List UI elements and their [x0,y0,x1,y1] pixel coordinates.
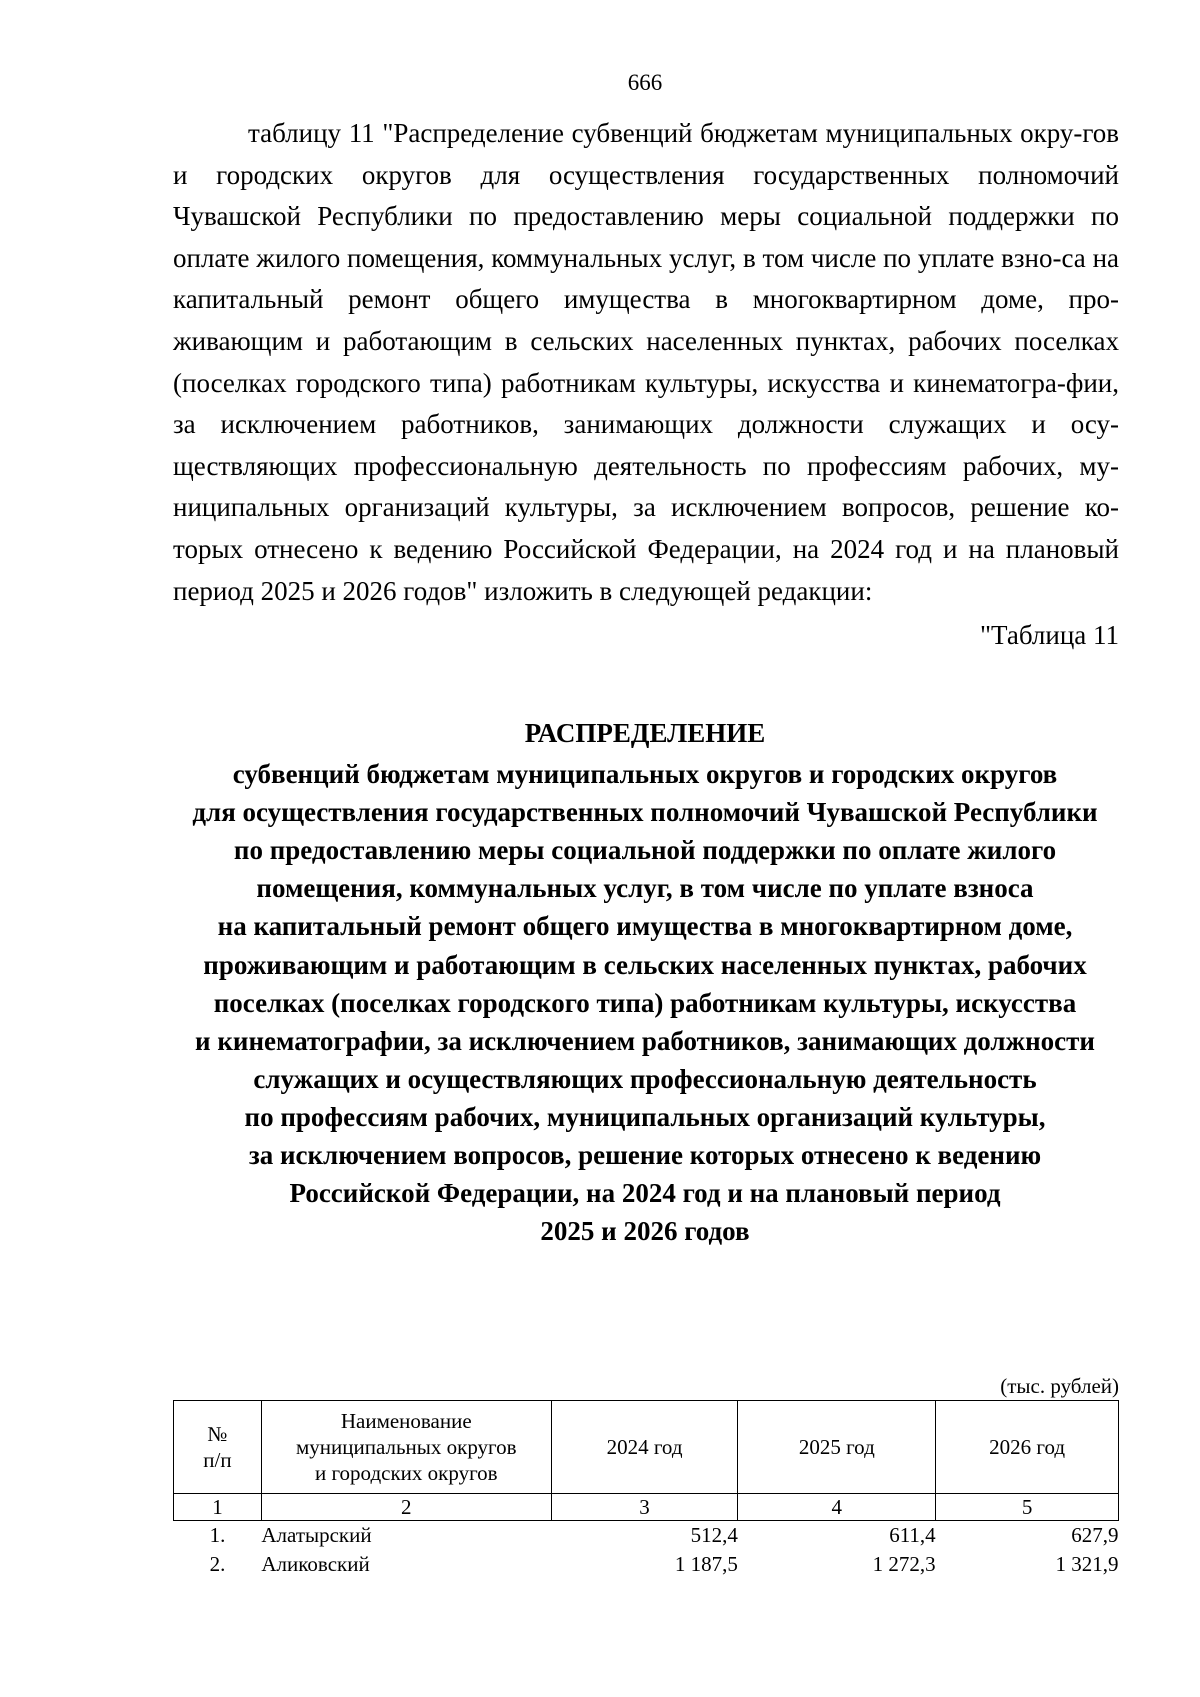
title-line: помещения, коммунальных услуг, в том числе по уплате взноса [256,873,1034,904]
title-line: и кинематографии, за исключением работников, занимающих должности [195,1025,1095,1056]
value-2026: 1 321,9 [1055,1552,1119,1576]
row-number: 1. [209,1523,226,1547]
title-line: 2025 и 2026 годов [540,1216,750,1247]
page-number: 666 [627,70,663,95]
column-number: 1 [174,1494,262,1521]
value-2025: 611,4 [889,1523,936,1547]
header-name-line: Наименование [340,1409,472,1433]
column-numbers-row [174,1494,1119,1521]
column-number: 4 [738,1494,936,1521]
title-main: РАСПРЕДЕЛЕНИЕ [524,718,766,748]
column-number: 5 [936,1494,1119,1521]
intro-paragraph: таблицу 11 "Распределение субвенций бюджетам муниципальных окру-гов и городских округов для осуществления государственных полномочий Чувашской Республики по предоставлению меры социальной поддержки по оплате жилого помещения, коммунальных услуг, в том числе по уплате взно-са на капитальный ремонт общего имущества в многоквартирном доме, про-живающим и работающим в сельских населенных пунктах, рабочих поселках (поселках городского типа) работникам культуры, искусства и кинематогра-фии, за исключением работников, занимающих должности служащих и осу-ществляющих профессиональную деятельность по профессиям рабочих, му-ниципальных организаций культуры, за исключением вопросов, решение ко-торых отнесено к ведению Российской Федерации, на 2024 год и на плановый период 2025 и 2026 годов" изложить в следующей редакции: [173,118,1119,606]
title-line: Российской Федерации, на 2024 год и на плановый период [289,1178,1001,1209]
column-number: 3 [551,1494,738,1521]
value-2026: 627,9 [1071,1523,1119,1547]
column-number: 2 [261,1494,551,1521]
table-reference: "Таблица 11 [980,620,1119,650]
units-label: (тыс. рублей) [1000,1374,1119,1398]
header-num [174,1401,262,1494]
table-row [174,1550,1119,1579]
title-line: по профессиям рабочих, муниципальных организаций культуры, [244,1101,1046,1132]
title-line: за исключением вопросов, решение которых отнесено к ведению [248,1140,1042,1171]
header-name [261,1401,551,1494]
header-2024: 2024 год [551,1401,738,1494]
title-line: проживающим и работающим в сельских населенных пунктах, рабочих [203,949,1087,980]
header-2026: 2026 год [936,1401,1119,1494]
table-row [174,1521,1119,1551]
table-header-row [174,1401,1119,1494]
header-num-line: № [207,1422,228,1446]
header-name-line: и городских округов [314,1461,498,1485]
title-line: служащих и осуществляющих профессиональную деятельность [253,1063,1037,1094]
value-2025: 1 272,3 [872,1552,936,1576]
distribution-table [173,1400,1119,1579]
header-num-line: п/п [203,1448,232,1472]
district-name: Алатырский [261,1523,372,1547]
row-number: 2. [209,1552,226,1576]
title-line: на капитальный ремонт общего имущества в многоквартирном доме, [217,911,1073,942]
header-name-line: муниципальных округов [295,1435,517,1459]
document-title [150,714,1140,1250]
header-2025: 2025 год [738,1401,936,1494]
value-2024: 512,4 [690,1523,738,1547]
title-line: поселках (поселках городского типа) работникам культуры, искусства [213,987,1077,1018]
title-line: субвенций бюджетам муниципальных округов и городских округов [232,759,1058,790]
district-name: Аликовский [261,1552,370,1576]
value-2024: 1 187,5 [674,1552,738,1576]
title-line: для осуществления государственных полномочий Чувашской Республики [192,797,1098,828]
title-line: по предоставлению меры социальной поддержки по оплате жилого [233,835,1057,866]
